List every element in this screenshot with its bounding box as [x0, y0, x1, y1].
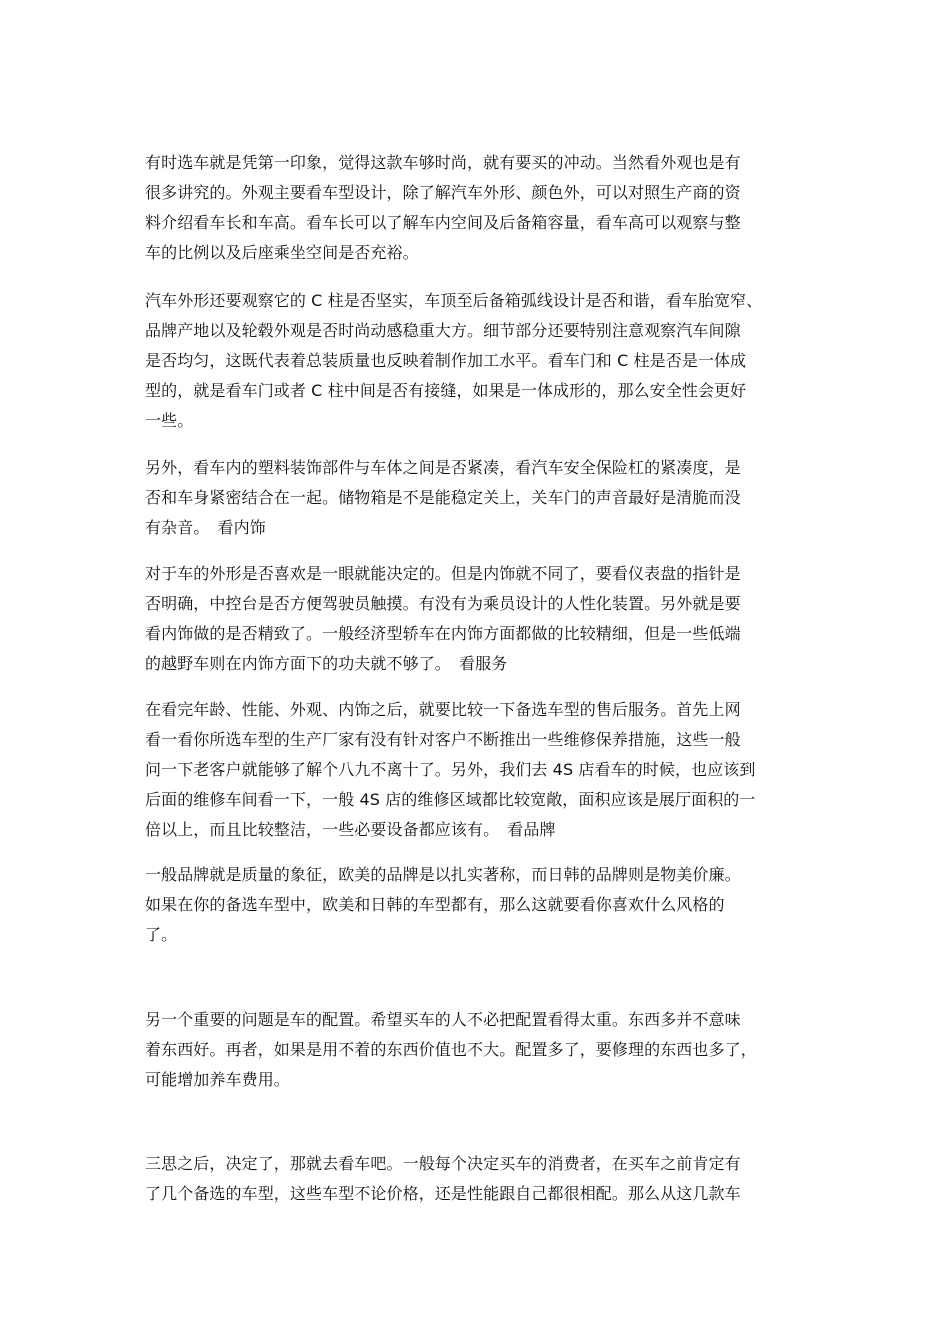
text-line: 品牌产地以及轮毂外观是否时尚动感稳重大方。细节部分还要特别注意观察汽车间隙	[145, 321, 741, 340]
text-line: 另一个重要的问题是车的配置。希望买车的人不必把配置看得太重。东西多并不意味	[145, 1010, 741, 1029]
text-line: 倍以上，而且比较整洁，一些必要设备都应该有。 看品牌	[145, 820, 556, 839]
text-line: 后面的维修车间看一下，一般 4S 店的维修区域都比较宽敞，面积应该是展厅面积的一	[145, 790, 756, 809]
paragraph-brand	[145, 860, 815, 950]
text-line: 一些。	[145, 411, 194, 430]
paragraph-first-impression	[145, 148, 815, 268]
text-line: 是否均匀，这既代表着总装质量也反映着制作加工水平。看车门和 C 柱是否是一体成	[145, 351, 747, 370]
paragraph-configuration	[145, 1005, 815, 1095]
text-line: 三思之后，决定了，那就去看车吧。一般每个决定买车的消费者，在买车之前肯定有	[145, 1154, 741, 1173]
text-line: 否明确，中控台是否方便驾驶员触摸。有没有为乘员设计的人性化装置。另外就是要	[145, 594, 741, 613]
paragraph-service	[145, 695, 815, 845]
text-line: 型的，就是看车门或者 C 柱中间是否有接缝，如果是一体成形的，那么安全性会更好	[145, 381, 747, 400]
paragraph-go-see-car	[145, 1149, 815, 1209]
text-line: 问一下老客户就能够了解个八九不离十了。另外，我们去 4S 店看车的时候，也应该到	[145, 760, 756, 779]
text-line: 对于车的外形是否喜欢是一眼就能决定的。但是内饰就不同了，要看仪表盘的指针是	[145, 564, 741, 583]
text-line: 有杂音。 看内饰	[145, 518, 266, 537]
text-line: 了几个备选的车型，这些车型不论价格，还是性能跟自己都很相配。那么从这几款车	[145, 1184, 741, 1203]
paragraph-interior-fit	[145, 453, 815, 543]
text-line: 车的比例以及后座乘坐空间是否充裕。	[145, 243, 419, 262]
text-line: 否和车身紧密结合在一起。储物箱是不是能稳定关上，关车门的声音最好是清脆而没	[145, 488, 741, 507]
text-line: 在看完年龄、性能、外观、内饰之后，就要比较一下备选车型的售后服务。首先上网	[145, 700, 741, 719]
paragraph-exterior-details	[145, 286, 815, 436]
text-line: 另外，看车内的塑料装饰部件与车体之间是否紧凑，看汽车安全保险杠的紧凑度，是	[145, 458, 741, 477]
text-line: 可能增加养车费用。	[145, 1070, 290, 1089]
text-line: 了。	[145, 925, 178, 944]
text-line: 汽车外形还要观察它的 C 柱是否坚实，车顶至后备箱弧线设计是否和谐，看车胎宽窄、	[145, 291, 763, 310]
text-line: 很多讲究的。外观主要看车型设计，除了解汽车外形、颜色外，可以对照生产商的资	[145, 183, 741, 202]
text-line: 一般品牌就是质量的象征，欧美的品牌是以扎实著称，而日韩的品牌则是物美价廉。	[145, 865, 741, 884]
text-line: 的越野车则在内饰方面下的功夫就不够了。 看服务	[145, 654, 508, 673]
text-line: 有时选车就是凭第一印象，觉得这款车够时尚，就有要买的冲动。当然看外观也是有	[145, 153, 741, 172]
text-line: 看一看你所选车型的生产厂家有没有针对客户不断推出一些维修保养措施，这些一般	[145, 730, 741, 749]
text-line: 看内饰做的是否精致了。一般经济型轿车在内饰方面都做的比较精细，但是一些低端	[145, 624, 741, 643]
text-line: 着东西好。再者，如果是用不着的东西价值也不大。配置多了，要修理的东西也多了，	[145, 1040, 757, 1059]
text-line: 料介绍看车长和车高。看车长可以了解车内空间及后备箱容量，看车高可以观察与整	[145, 213, 741, 232]
paragraph-interior	[145, 559, 815, 679]
text-line: 如果在你的备选车型中，欧美和日韩的车型都有，那么这就要看你喜欢什么风格的	[145, 895, 725, 914]
